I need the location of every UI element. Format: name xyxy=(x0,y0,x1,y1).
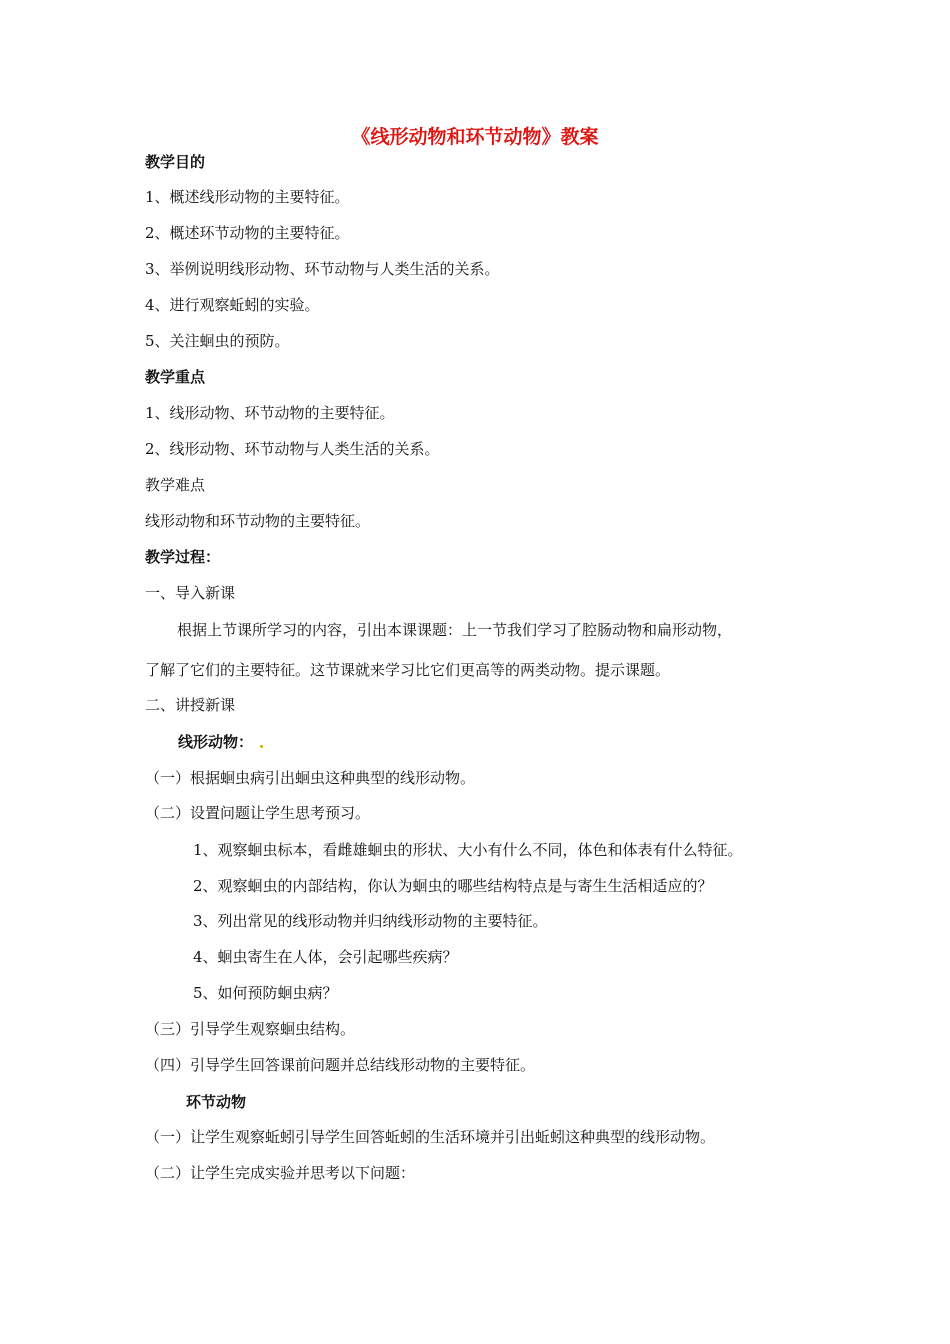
question-item: 5、如何预防蛔虫病？ xyxy=(193,984,338,1002)
objectives-heading: 教学目的 xyxy=(145,153,206,171)
step-item: （二）设置问题让学生思考预习。 xyxy=(145,804,371,822)
subsection-heading: 线形动物： xyxy=(178,733,254,751)
question-item: 2、观察蛔虫的内部结构，你认为蛔虫的哪些结构特点是与寄生生活相适应的？ xyxy=(193,877,713,895)
section-heading: 一、导入新课 xyxy=(145,584,236,602)
step-item: （三）引导学生观察蛔虫结构。 xyxy=(145,1020,356,1038)
stray-mark xyxy=(260,745,263,748)
process-heading: 教学过程： xyxy=(145,548,221,566)
objective-item: 2、概述环节动物的主要特征。 xyxy=(145,224,350,242)
question-item: 3、列出常见的线形动物并归纳线形动物的主要特征。 xyxy=(193,912,548,930)
intro-paragraph-line: 根据上节课所学习的内容，引出本课课题：上一节我们学习了腔肠动物和扁形动物， xyxy=(177,621,733,639)
key-point-item: 1、线形动物、环节动物的主要特征。 xyxy=(145,404,395,422)
key-points-heading: 教学重点 xyxy=(145,368,206,386)
step-item: （四）引导学生回答课前问题并总结线形动物的主要特征。 xyxy=(145,1056,536,1074)
difficulty-text: 线形动物和环节动物的主要特征。 xyxy=(145,512,371,530)
document-title: 《线形动物和环节动物》教案 xyxy=(351,126,599,148)
objective-item: 5、关注蛔虫的预防。 xyxy=(145,332,290,350)
section-heading: 二、讲授新课 xyxy=(145,696,236,714)
step-item: （二）让学生完成实验并思考以下问题： xyxy=(145,1164,416,1182)
difficulty-heading: 教学难点 xyxy=(145,476,206,494)
intro-paragraph-line: 了解了它们的主要特征。这节课就来学习比它们更高等的两类动物。提示课题。 xyxy=(145,661,671,679)
objective-item: 4、进行观察蚯蚓的实验。 xyxy=(145,296,320,314)
question-item: 4、蛔虫寄生在人体，会引起哪些疾病？ xyxy=(193,948,458,966)
question-item: 1、观察蛔虫标本，看雌雄蛔虫的形状、大小有什么不同，体色和体表有什么特征。 xyxy=(193,841,743,859)
step-item: （一）让学生观察蚯蚓引导学生回答蚯蚓的生活环境并引出蚯蚓这种典型的线形动物。 xyxy=(145,1128,716,1146)
step-item: （一）根据蛔虫病引出蛔虫这种典型的线形动物。 xyxy=(145,769,476,787)
objective-item: 3、举例说明线形动物、环节动物与人类生活的关系。 xyxy=(145,260,500,278)
objective-item: 1、概述线形动物的主要特征。 xyxy=(145,188,350,206)
subsection-heading: 环节动物 xyxy=(186,1093,247,1111)
key-point-item: 2、线形动物、环节动物与人类生活的关系。 xyxy=(145,440,440,458)
